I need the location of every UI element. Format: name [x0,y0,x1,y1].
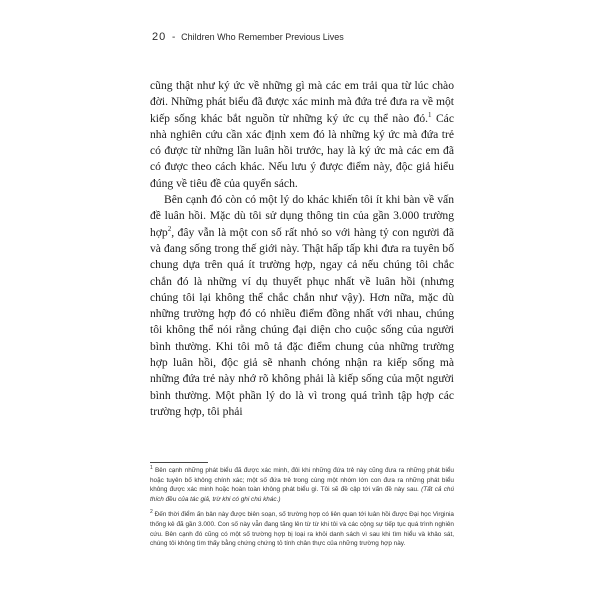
footnote-1-italic: (Tất cả chú thích đều của tác giả, trừ khi có ghi chú khác.) [150,486,455,503]
footnote-divider [150,462,208,463]
page-number: 20 [152,31,167,43]
footnote-1-mark: 1 [150,464,153,471]
body-text [150,78,454,420]
paragraph-1-text: cũng thật như ký ức về những gì mà các em trải qua từ lúc chào đời. Những phát biểu đã được xác minh mà đứa trẻ đưa ra về một kiếp sống khác bắt nguồn từ những ký ức cụ thể nào đó. [150,79,454,125]
paragraph-2-text-a: Bên cạnh đó còn có một lý do khác khiến tôi ít khi bàn về vấn đề luân hồi. Mặc dù tôi sử dụng thông tin của gần 3.000 trường hợp [150,193,454,239]
header-separator: - [172,32,176,43]
footnote-2 [150,510,454,548]
paragraph-1 [150,78,454,192]
footnote-2-mark: 2 [150,509,153,516]
paragraph-2 [150,192,454,420]
footnote-1-text: Bên cạnh những phát biểu đã được xác minh, đôi khi những đứa trẻ này cũng đưa ra những phát biểu hoặc tuyên bố không chính xác; một số đứa trẻ trong cùng một nhóm lớn con đưa ra những phát biểu không được xác minh hoặc hoàn toàn không phát biểu gì. Tôi sẽ đề cập tới vấn đề này sau. [150,467,454,494]
page-header [152,31,344,43]
paragraph-1-tail: Các nhà nghiên cứu cần xác định xem đó là những ký ức mà đứa trẻ có được từ những lần luân hồi trước, hay là ký ức mà các em đã có được theo cách khác. Nếu lưu ý được điểm này, độc giả hiểu đúng về tiêu đề của quyển sách. [150,111,454,190]
footnote-ref-1: 1 [428,110,432,119]
paragraph-2-text-b: , đây vẫn là một con số rất nhỏ so với hàng tỷ con người đã và đang sống trong thế giới này. Thật hấp tấp khi đưa ra tuyên bố chung dựa trên quá ít trường hợp, ngay cả nếu chúng tôi chắc chắn đó là những ví dụ thuyết phục nhất về luân hồi (nhưng chúng tôi lại không thể chắc chắn như vậy). Hơn nữa, mặc dù những trường hợp đó có nhiều điểm đồng nhất với nhau, chúng tôi không thể nói rằng chúng đại diện cho cuộc sống của người bình thường. Khi tôi mô tả đặc điểm chung của những trường hợp luân hồi, độc giả sẽ nhanh chóng nhận ra kiếp sống mà những đứa trẻ này nhớ rõ không phải là kiếp sống của một người bình thường. Một phần lý do là vì trong quá trình tập hợp các trường hợp, tôi phải [150,225,454,418]
running-title: Children Who Remember Previous Lives [181,32,344,42]
footnotes [150,466,454,555]
footnote-ref-2: 2 [167,224,172,233]
footnote-2-text: Đến thời điểm ấn bản này được biên soạn, số trường hợp có liên quan tới luân hồi được Đại học Virginia thống kê đã gần 3.000. Con số này vẫn đang tăng lên từ từ khi tôi và các cộng sự tiếp tục quá trình nghiên cứu. Bên cạnh đó cũng có một số trường hợp bị loại ra khỏi danh sách vì sau khi tìm hiểu và khảo sát, chúng tôi không tìm thấy bằng chứng chứng tỏ tính chân thực của những trường hợp này. [150,511,454,548]
footnote-1 [150,466,454,504]
